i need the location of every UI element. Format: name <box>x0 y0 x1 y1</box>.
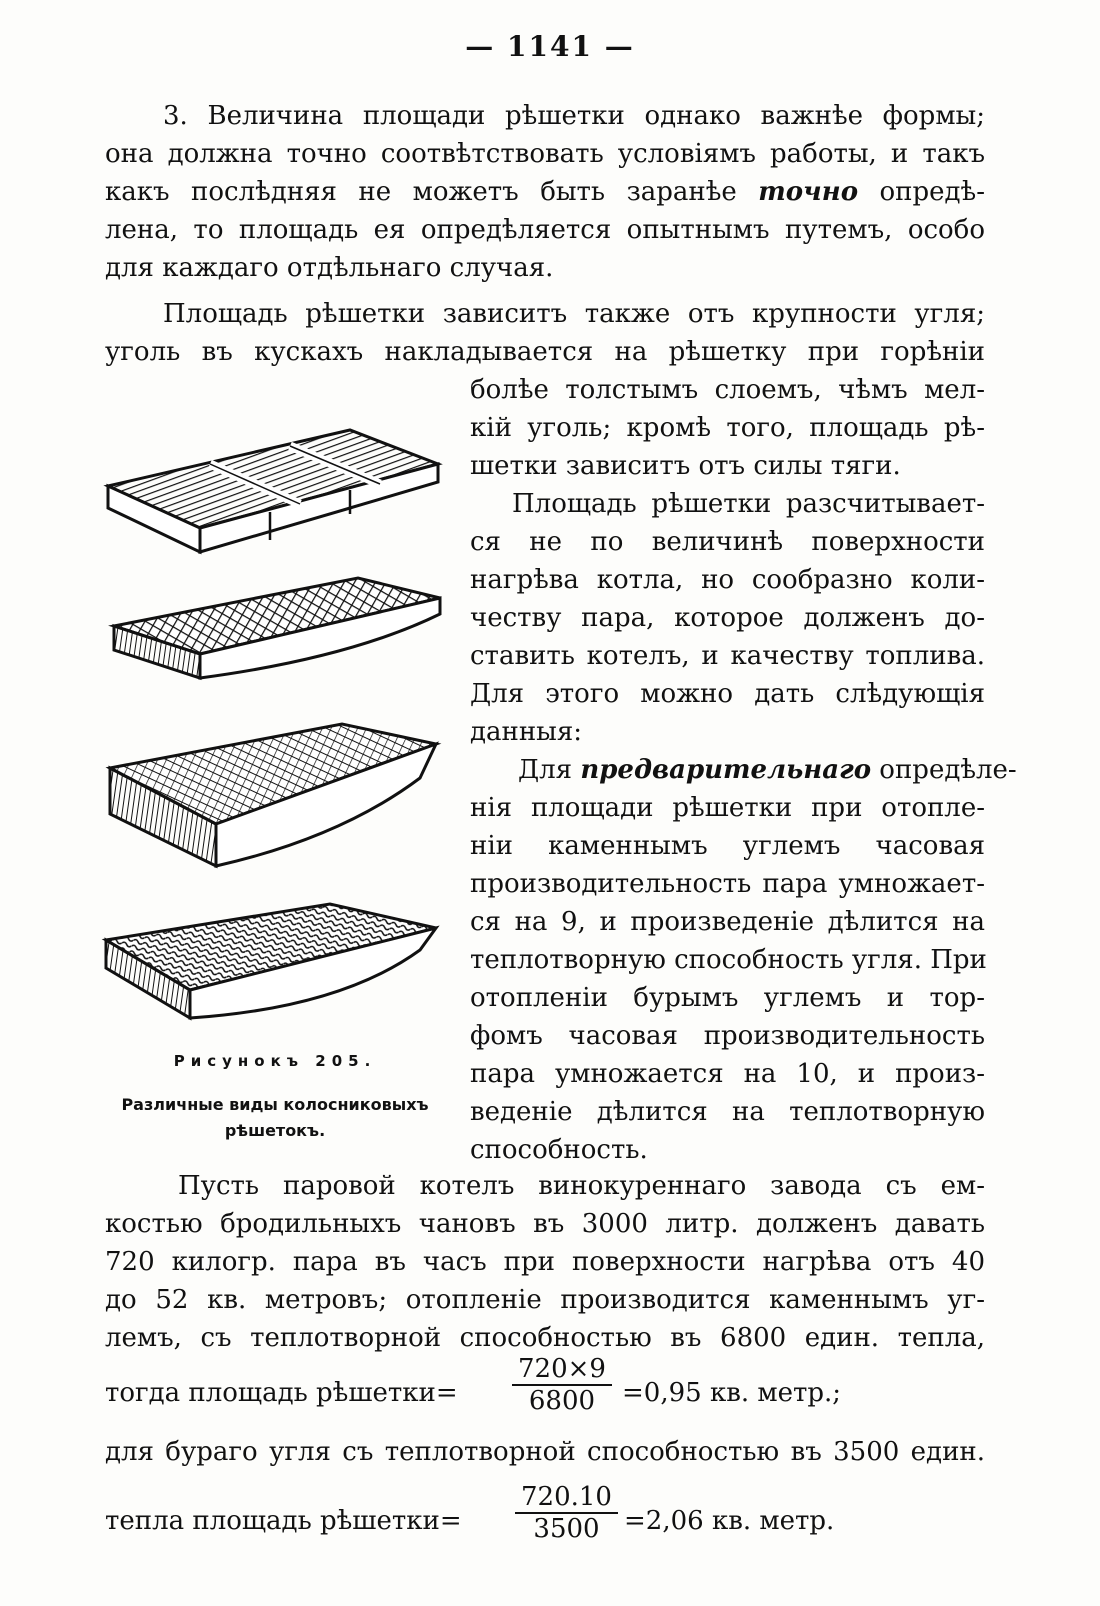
text-line: какъ послѣдняя не можетъ быть заранѣе точно опредѣ- <box>105 177 986 207</box>
text-line: до 52 кв. метровъ; отопленіе производится каменнымъ уг- <box>105 1285 985 1315</box>
figure-caption-line: Различные виды колосниковыхъ <box>121 1095 429 1114</box>
figure-caption-line: рѣшетокъ. <box>224 1121 326 1140</box>
text-line: 3. Величина площади рѣшетки однако важнѣе формы; <box>163 101 985 131</box>
grate-drawing-4 <box>106 904 436 1018</box>
text-line: ніи каменнымъ углемъ часовая <box>470 831 985 861</box>
text-line: способность. <box>470 1135 648 1165</box>
grate-drawing-1 <box>108 430 438 552</box>
formula-prefix: тогда площадь рѣшетки= <box>105 1378 458 1408</box>
text-line: честву пара, которое долженъ до- <box>470 603 985 633</box>
text-line: лена, то площадь ея опредѣляется опытнымъ путемъ, особо <box>105 215 985 245</box>
grate-drawing-2 <box>114 578 440 678</box>
fraction <box>512 1354 612 1416</box>
text-line: теплотворную способность угля. При <box>470 945 987 975</box>
text-line: она должна точно соотвѣтствовать условіямъ работы, и такъ <box>105 139 985 169</box>
text-line: Для этого можно дать слѣдующія <box>470 679 985 709</box>
text-line: для каждаго отдѣльнаго случая. <box>105 253 554 283</box>
text-line: лемъ, съ теплотворной способностью въ 6800 един. тепла, <box>105 1323 985 1353</box>
text-line: шетки зависитъ отъ силы тяги. <box>470 451 901 481</box>
text-line: ся не по величинѣ поверхности <box>470 527 985 557</box>
fraction <box>515 1482 618 1544</box>
text-line: 720 килогр. пара въ часъ при поверхности нагрѣва отъ 40 <box>105 1247 985 1277</box>
formula-result: =0,95 кв. метр.; <box>622 1378 842 1408</box>
formula-result: =2,06 кв. метр. <box>624 1506 835 1536</box>
text-line: производительность пара умножает- <box>470 869 985 899</box>
text-line: для бураго угля съ теплотворной способностью въ 3500 един. <box>105 1437 985 1467</box>
text-line: фомъ часовая производительность <box>470 1021 985 1051</box>
text-line: костью бродильныхъ чановъ въ 3000 литр. долженъ давать <box>105 1209 985 1239</box>
text-line: пара умножается на 10, и произ- <box>470 1059 985 1089</box>
grate-illustrations <box>100 428 445 1048</box>
fraction-denominator: 3500 <box>533 1514 600 1544</box>
text-line: Площадь рѣшетки зависитъ также отъ крупности угля; <box>163 299 985 329</box>
formula-prefix: тепла площадь рѣшетки= <box>105 1506 462 1536</box>
figure-caption-title: Рисунокъ 205. <box>173 1052 377 1070</box>
text-line: отопленіи бурымъ углемъ и тор- <box>470 983 985 1013</box>
text-line: данныя: <box>470 717 583 747</box>
fraction-numerator: 720.10 <box>521 1482 612 1512</box>
text-line: Для предварительнаго опредѣле- <box>518 755 1017 785</box>
text-line: уголь въ кускахъ накладывается на рѣшетку при горѣніи <box>105 337 985 367</box>
text-line: Площадь рѣшетки разсчитывает- <box>512 489 985 519</box>
text-line: кій уголь; кромѣ того, площадь рѣ- <box>470 413 985 443</box>
grate-drawing-3 <box>110 724 436 866</box>
fraction-denominator: 6800 <box>528 1386 596 1416</box>
fraction-numerator: 720×9 <box>518 1354 606 1384</box>
text-line: ставить котелъ, и качеству топлива. <box>470 641 985 671</box>
text-line: веденіе дѣлится на теплотворную <box>470 1097 985 1127</box>
text-line: ся на 9, и произведеніе дѣлится на <box>470 907 985 937</box>
text-line: болѣе толстымъ слоемъ, чѣмъ мел- <box>470 375 985 405</box>
text-line: Пусть паровой котелъ винокуреннаго завода съ ем- <box>178 1171 985 1201</box>
page-number: — 1141 — <box>465 30 635 63</box>
text-line: нагрѣва котла, но сообразно коли- <box>470 565 985 595</box>
text-line: нія площади рѣшетки при отопле- <box>470 793 985 823</box>
figure-caption <box>100 1092 450 1144</box>
